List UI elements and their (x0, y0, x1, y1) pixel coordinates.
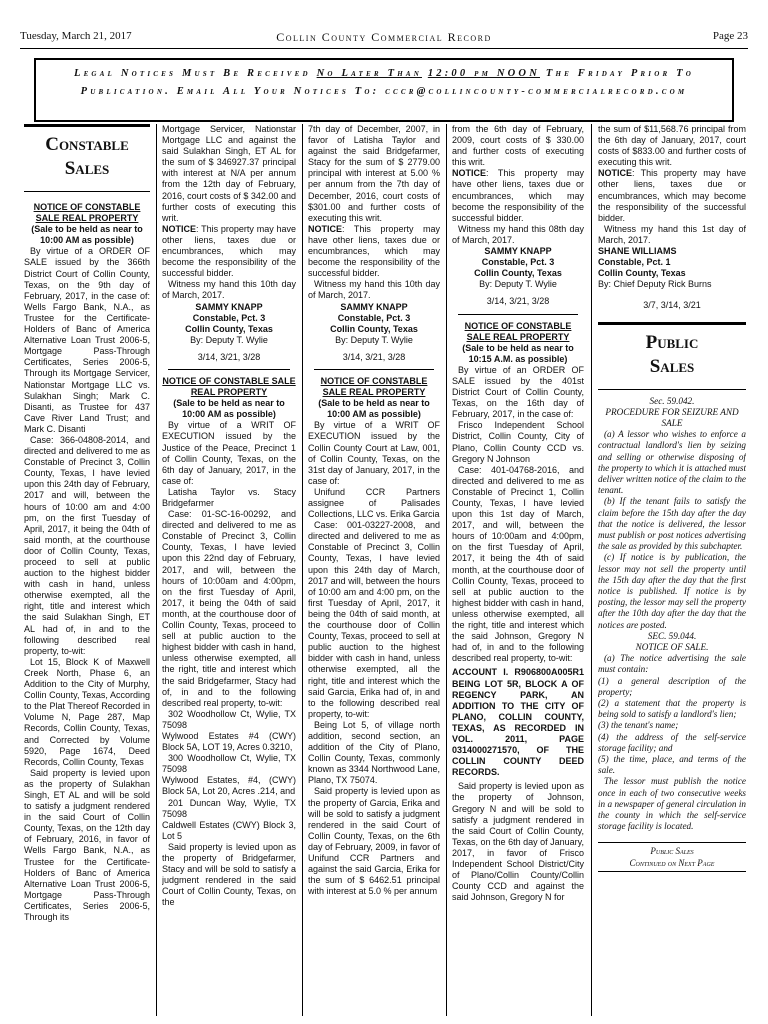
property-item: 201 Duncan Way, Wylie, TX 75098 (162, 797, 296, 819)
notice-body: By virtue of a WRIT OF EXECUTION issued by the Justice of the Peace, Precinct 1 of Collin County, Texas, on the 6th day of January, 2017, in the case of: (162, 420, 296, 486)
statute-list-item: (3) the tenant's name; (598, 720, 679, 731)
notice-lot: Lot 15, Block K of Maxwell Creek North, Phase 6, an Addition to the City of Murphy, Collin County, Texas, According to the Plat Thereof Recorded in Volume N, Page 287, Map Records, Collin County, Texas, and Corrected by Volume 5920, Page 1674, Deed Records, Collin County, Texas (24, 656, 150, 767)
notice-levied: Said property is levied upon as the property of Johnson, Gregory N and will be sold to satisfy a judgment rendered in the said Court of Collin County, Texas, on the 6th day of January, 2017, in favor of Frisco Independent School District/City of Plano/Collin County/Collin County CCD and against the said Johnson, Gregory N for (452, 781, 584, 903)
notice-body: By virtue of a WRIT OF EXECUTION issued by the Collin County Court at Law, 001, of Collin County, Texas, on the 31st day of January, 2017, in the case of: (308, 420, 440, 486)
notice-label: NOTICE (452, 168, 487, 179)
property-item: 300 Woodhollow Ct, Wylie, TX 75098 (162, 753, 296, 775)
signature-name: SHANE WILLIAMS (598, 246, 677, 257)
notice-levied: Said property is levied upon as the property of Bridgefarmer, Stacy and will be sold to satisfy a judgment rendered in the said Court of Collin County, Texas, on the (162, 841, 296, 908)
notice-title: NOTICE OF CONSTABLE SALE REAL PROPERTY (320, 375, 428, 398)
statute-paragraph: (c) If notice is by publication, the lessor may not sell the property until the 15th day after the day that the first notice is published. If notice is by posting, the lessor may sell the property after the 10th day after the day that the notices are posted. (598, 552, 746, 630)
witness: Witness my hand this 10th day of March, 2017. (162, 279, 296, 301)
notice-columns (20, 124, 748, 1016)
notice-subtitle: (Sale to be held as near to 10:15 A.M. as possible) (462, 342, 574, 364)
page-header (20, 30, 748, 48)
header-rule (20, 48, 748, 49)
notice-label: NOTICE (162, 223, 197, 234)
statute-paragraph: (a) A lessor who wishes to enforce a contractual landlord's lien by seizing and selling or otherwise disposing of the property to which it is attached must deliver written notice of the claim to the tenant. (598, 429, 746, 496)
account-description: ACCOUNT I. R906800A005R1 BEING LOT 5R, BLOCK A OF REGENCY PARK, AN ADDITION TO THE CITY OF PLANO, COLLIN COUNTY, TEXAS, AS RECORDED IN VOL. 2011, PAGE 0314000271570, OF THE COLLIN COUNTY DEED RECORDS. (452, 667, 584, 778)
property-item: Wylwood Estates #4 (CWY) Block 5A, LOT 19, Acres 0.3210, (162, 730, 296, 753)
signature-deputy: By: Deputy T. Wylie (335, 334, 413, 345)
notice-levied: Said property is levied upon as the property of Sulakhan Singh, ET AL and will be sold to satisfy a judgment rendered in the said Court of Collin County, Texas, on the 12th day of February, 2016, in favor of Wells Fargo Bank, N.A., as Trustee for the Certificate-Holders of Banc of America Alternative Loan Trust 2006-5, Mortgage Pass-Through Certificates, Series 2006-5, Through its (24, 767, 150, 922)
publication-title: Collin County Commercial Record (276, 30, 492, 44)
column-4 (452, 124, 584, 1016)
signature-county: Collin County, Texas (330, 323, 418, 334)
statute-paragraph: The lessor must publish the notice once in each of two consecutive weeks in a newspaper of general circulation in the county in which the self-service storage facility is located. (598, 776, 746, 832)
notice-case: Case: 366-04808-2014, and directed and delivered to me as Constable of Precinct 3, Collin County, Texas, I have levied upon this 24th day of February, 2017 and will, between the hours of 10:00 am and 4:00 pm, on the first Tuesday of April, 2017, it being the 04th of said month, at the courthouse door of Collin County, Texas, proceed to sell at public auction to the highest bidder with cash in hand, unless otherwise exempted, all the right, title and interest which the said Sulakhan Singh, ET AL had of, in and to the following described real property, to-wit: (24, 434, 150, 656)
notice-text: : This property may have other liens, taxes due or encumbrances, which may become the responsibility of the successful bidder. (308, 223, 440, 279)
signature-name: SAMMY KNAPP (340, 301, 408, 312)
notice-title: NOTICE OF CONSTABLE SALE REAL PROPERTY (464, 320, 572, 342)
issue-date: Tuesday, March 21, 2017 (20, 30, 132, 42)
statute-heading: NOTICE OF SALE. (635, 641, 709, 652)
continued-notice (598, 842, 746, 872)
column-2 (162, 124, 296, 1016)
column-1 (24, 124, 150, 1016)
signature-office: Constable, Pct. 3 (481, 257, 555, 268)
property-item: Caldwell Estates (CWY) Block 3, Lot 5 (162, 819, 296, 841)
signature-county: Collin County, Texas (598, 268, 686, 279)
notice-body: from the 6th day of February, 2009, court costs of $ 330.00 and further costs of executing this writ. (452, 124, 584, 168)
statute-paragraph: (b) If the tenant fails to satisfy the claim before the 15th day after the day that the notice is delivered, the lessor must publish or post notices advertising the sale as provided by this subchapter. (598, 496, 746, 552)
notice-body: 7th day of December, 2007, in favor of Latisha Taylor and against the said Bridgefarmer, Stacy for the sum of $ 2779.00 principal with interest at 5.00 % per annum from the 7th day of December, 2016, court costs of $301.00 and further costs of executing this writ. (308, 124, 440, 223)
statute-list-item: (1) a general description of the property; (598, 675, 746, 697)
property-item: Wylwood Estates, #4, (CWY) Block 5A, Lot 20, Acres .214, and (162, 775, 296, 797)
notice-case: Case: 001-03227-2008, and directed and delivered to me as Constable of Precinct 3, Collin County, Texas, I have levied upon this 24th day of March, 2017 and will, between the hours of 10:00 am and 4:00 pm, on the first Tuesday of April, 2017, it being the 04th of said month, at the courthouse door of Collin County, Texas, proceed to sell at public auction to the highest bidder with cash in hand, unless otherwise exempted, all the right, title and interest which the said Garcia, Erika had of, in and to the following described real property, to-wit: (308, 520, 440, 719)
banner-part-4: The Friday Prior To Publication. Email All Your Notices To: cccr@collincounty-commercialrecord.com (80, 68, 695, 97)
notice-parties: Frisco Independent School District, Collin County, City of Plano, Collin County CCD vs. Gregory N Johnson (452, 420, 584, 464)
witness: Witness my hand this 1st day of March, 2017. (598, 223, 746, 245)
signature-deputy: By: Deputy T. Wylie (190, 334, 268, 345)
publication-dates: 3/7, 3/14, 3/21 (643, 300, 701, 311)
statute-list-item: (2) a statement that the property is being sold to satisfy a landlord's lien; (598, 697, 746, 720)
publication-dates: 3/14, 3/21, 3/28 (197, 351, 261, 362)
publication-dates: 3/14, 3/21, 3/28 (342, 351, 406, 362)
witness: Witness my hand this 08th day of March, 2017. (452, 223, 584, 245)
page-number: Page 23 (712, 30, 748, 42)
notice-body: Mortgage Servicer, Nationstar Mortgage LLC and against the said Sulakhan Singh, ET AL for the sum of $ 346927.37 principal with interest at N/A per annum from the 12th day of February, 2016, court costs of $ 342.00 and further costs of executing this writ. (162, 124, 296, 223)
notice-levied: Said property is levied upon as the property of Garcia, Erika and will be sold to satisfy a judgment rendered in the said Court of Collin County, Texas, on the 6th day of February, 2009, in favor of Unifund CCR Partners and against the said Garcia, Erika for the sum of $ 6462.51 principal with interest at 5.0 % per annum (308, 786, 440, 897)
statute-paragraph: (a) The notice advertising the sale must contain: (598, 653, 746, 675)
notice-body: By virtue of an ORDER OF SALE issued by the 401st District Court of Collin County, Texas, on the 16th day of February, 2017, in the case of: (452, 364, 584, 420)
deadline-banner (34, 58, 734, 122)
notice-label: NOTICE (598, 168, 633, 179)
notice-body: By virtue of a ORDER OF SALE issued by the 366th District Court of Collin County, Texas, on the 9th day of February, 2017, in the case of: Wells Fargo Bank, N.A., as Trustee for the Certificate-Holders of Banc of America Alternative Loan Trust 2006-5, Mortgage Pass-Through Certificates, Series 2006-5, Through its Mortgage Servicer, Nationstar Mortgage LLC vs. Sulakhan Singh; Mark C. Disanti, as Trustee for 437 Cave River Land Trust; and Mark C. Disanti (24, 246, 150, 434)
notice-text: : This property may have other liens, taxes due or encumbrances, which may become the responsibility of the successful bidder. (452, 168, 584, 223)
notice-text: : This property may have other liens, taxes due or encumbrances, which may become the responsibility of the successful bidder. (598, 168, 746, 223)
notice-subtitle: (Sale to be held as near to 10:00 AM as possible) (318, 398, 430, 420)
column-3 (308, 124, 440, 1016)
column-5 (598, 124, 746, 1016)
signature-county: Collin County, Texas (185, 323, 273, 334)
statute-section: SEC. 59.044. (647, 630, 697, 641)
notice-lot: Being Lot 5, of village north addition, second section, an addition of the City of Plano, Collin County, Texas, commonly known as 3344 Northwood Lane, Plano, TX 75074. (308, 719, 440, 786)
notice-body: the sum of $11,568.76 principal from the 6th day of January, 2017, court costs of $833.00 and further costs of executing this writ. (598, 124, 746, 168)
notice-subtitle: (Sale to be held as near to 10:00 AM as possible) (31, 224, 143, 246)
notice-case: Case: 01-SC-16-00292, and directed and delivered to me as Constable of Precinct 3, Collin County, Texas, I have levied upon this 22nd day of February, 2017, and will, between the hours of 10:00am and 4:00pm, on the first Tuesday of April, 2017, it being the 04th of said month, at the courthouse door of Collin County, Texas, proceed to sell at public auction to the highest bidder with cash in hand, unless otherwise exempted, all the right, title and interest which the said Bridgefarmer, Stacy had of, in and to the following described real property, to-wit: (162, 509, 296, 708)
notice-label: NOTICE (308, 223, 343, 234)
statute-heading: PROCEDURE FOR SEIZURE AND SALE (605, 406, 739, 428)
signature-name: SAMMY KNAPP (484, 246, 552, 257)
notice-subtitle: (Sale to be held as near to 10:00 AM as possible) (173, 398, 285, 420)
publication-dates: 3/14, 3/21, 3/28 (486, 296, 550, 307)
witness: Witness my hand this 10th day of March, 2017. (308, 279, 440, 301)
section-title-constable: Constable Sales (45, 134, 129, 179)
notice-title: NOTICE OF CONSTABLE SALE REAL PROPERTY (162, 375, 296, 398)
notice-title: NOTICE OF CONSTABLE SALE REAL PROPERTY (33, 202, 141, 224)
signature-office: Constable, Pct. 3 (337, 312, 411, 323)
signature-office: Constable, Pct. 1 (598, 257, 671, 268)
banner-deadline: 12:00 pm NOON (427, 68, 540, 79)
notice-parties: Latisha Taylor vs. Stacy Bridgefarmer (162, 486, 296, 508)
signature-deputy: By: Chief Deputy Rick Burns (598, 279, 712, 290)
statute-section: Sec. 59.042. (649, 395, 695, 406)
signature-name: SAMMY KNAPP (195, 301, 263, 312)
banner-part-2: No Later Than (316, 68, 422, 79)
signature-deputy: By: Deputy T. Wylie (479, 279, 557, 290)
notice-case: Case: 401-04768-2016, and directed and delivered to me as Constable of Precinct 1, Collin County, Texas, I have levied upon this 1st day of March, 2017, and will, between the hours of 10:00am and 4:00pm, on the first Tuesday of April, 2017, it being the 4th of said month, at the courthouse door of Collin County, Texas, proceed to sell at public auction to the highest bidder with cash in hand, unless otherwise exempted, all the right, title and interest which the said Johnson, Gregory N had of, in and to the following described real property, to-wit: (452, 464, 584, 664)
continued-section: Public Sales (650, 846, 694, 857)
banner-part-1: Legal Notices Must Be Received (73, 68, 311, 79)
continued-label: Continued on Next Page (629, 858, 715, 869)
statute-text (598, 396, 746, 833)
notice-text: : This property may have other liens, taxes due or encumbrances, which may become the responsibility of the successful bidder. (162, 223, 296, 279)
statute-list-item: (5) the time, place, and terms of the sale. (598, 754, 746, 776)
section-title-public: Public Sales (645, 331, 699, 377)
signature-office: Constable, Pct. 3 (192, 312, 266, 323)
signature-county: Collin County, Texas (474, 268, 562, 279)
statute-list-item: (4) the address of the self-service storage facility; and (598, 731, 746, 753)
notice-parties: Unifund CCR Partners assignee of Palisades Collections, LLC vs. Erika Garcia (308, 486, 440, 520)
property-item: 302 Woodhollow Ct, Wylie, TX 75098 (162, 708, 296, 730)
